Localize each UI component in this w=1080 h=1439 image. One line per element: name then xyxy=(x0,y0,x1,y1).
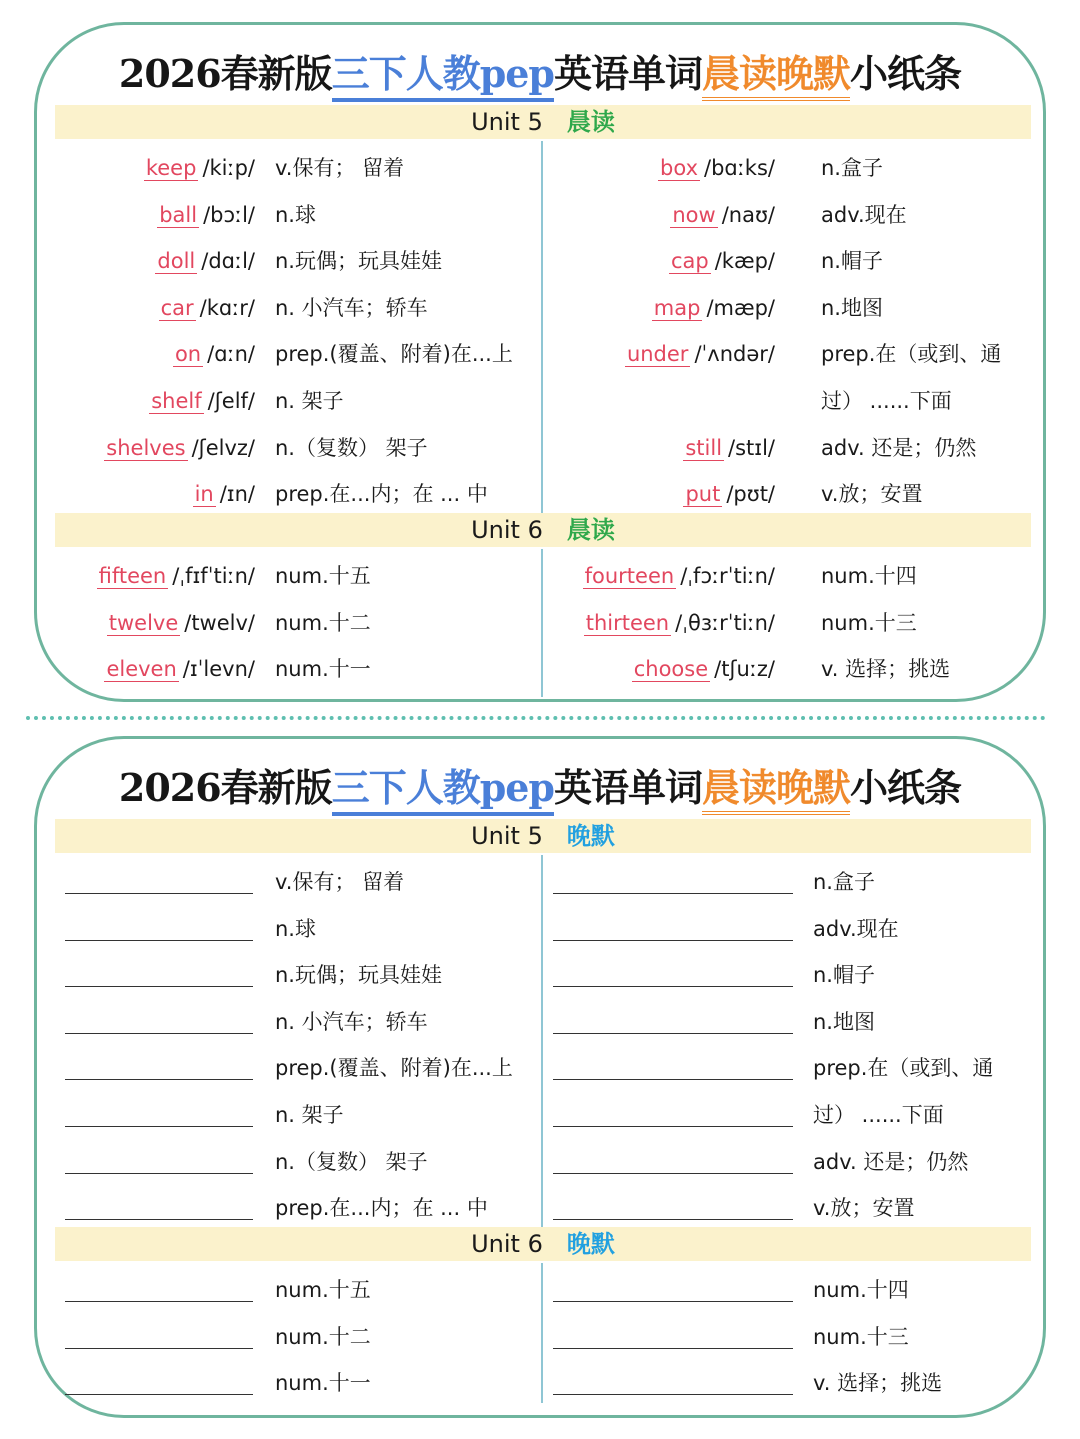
phonetic: /kɑːr/ xyxy=(199,295,255,320)
phonetic: /naʊ/ xyxy=(721,202,775,227)
title-subject: 英语单词 xyxy=(554,51,703,96)
vocab-row xyxy=(545,646,1025,692)
answer-blank[interactable] xyxy=(65,1301,253,1302)
chinese-meaning: v.保有； 留着 xyxy=(275,156,405,180)
english-word: ball xyxy=(159,202,198,227)
evening-dictation-card xyxy=(34,736,1046,1418)
answer-blank[interactable] xyxy=(65,1219,253,1220)
chinese-meaning: n.盒子 xyxy=(821,156,883,180)
english-word: on xyxy=(174,342,202,367)
english-word: eleven xyxy=(106,657,177,682)
dictation-row xyxy=(55,1045,535,1091)
answer-blank[interactable] xyxy=(65,1173,253,1174)
dictation-row xyxy=(55,1360,535,1406)
chinese-meaning: adv. 还是；仍然 xyxy=(813,1149,969,1174)
answer-blank[interactable] xyxy=(553,1394,793,1395)
english-word: map xyxy=(653,295,701,320)
chinese-meaning: prep.在（或到、通 xyxy=(821,342,1002,367)
answer-blank[interactable] xyxy=(65,893,253,894)
word-cell xyxy=(55,238,255,284)
word-cell xyxy=(545,600,775,646)
vocab-row xyxy=(55,378,535,424)
phonetic: /ɪˈlevn/ xyxy=(182,657,255,682)
chinese-meaning: prep.在...内；在 ... 中 xyxy=(275,1196,488,1221)
answer-blank[interactable] xyxy=(553,1079,793,1080)
chinese-meaning: num.十一 xyxy=(275,1371,371,1396)
title-grade: 三下人教pep xyxy=(332,765,554,816)
dictation-row xyxy=(545,999,1025,1045)
answer-blank[interactable] xyxy=(65,1126,253,1127)
phonetic: /pʊt/ xyxy=(726,482,775,507)
dictation-row xyxy=(545,906,1025,952)
unit6-header xyxy=(55,1227,1031,1261)
dictation-row xyxy=(545,1045,1025,1091)
sheet-title xyxy=(37,757,1043,812)
phonetic: /mæp/ xyxy=(706,295,775,320)
english-word: still xyxy=(685,435,723,460)
column-divider xyxy=(541,549,543,697)
word-cell xyxy=(55,646,255,692)
vocab-row xyxy=(545,285,1025,331)
vocab-row xyxy=(55,646,535,692)
chinese-meaning: n.地图 xyxy=(821,295,883,320)
answer-blank[interactable] xyxy=(553,1126,793,1127)
dictation-row xyxy=(55,1314,535,1360)
word-cell xyxy=(545,646,775,692)
answer-blank[interactable] xyxy=(65,1033,253,1034)
title-grade: 三下人教pep xyxy=(332,51,554,102)
answer-blank[interactable] xyxy=(553,940,793,941)
vocab-row xyxy=(55,553,535,599)
chinese-meaning: v.保有； 留着 xyxy=(275,870,405,894)
dictation-row xyxy=(545,1139,1025,1185)
chinese-meaning: 过） ......下面 xyxy=(821,389,952,413)
chinese-meaning: n. 小汽车；轿车 xyxy=(275,1009,428,1034)
unit-tag: 晨读 xyxy=(566,516,615,544)
chinese-meaning: n.玩偶；玩具娃娃 xyxy=(275,963,442,988)
word-cell xyxy=(545,285,775,331)
vocab-row xyxy=(545,238,1025,284)
dictation-row xyxy=(545,1267,1025,1313)
vocab-row xyxy=(55,600,535,646)
phonetic: /ʃelvz/ xyxy=(191,435,255,460)
phonetic: /ˌθɜːrˈtiːn/ xyxy=(675,610,775,635)
dictation-row xyxy=(545,1314,1025,1360)
chinese-meaning: n.地图 xyxy=(813,1009,875,1034)
phonetic: /kæp/ xyxy=(714,249,775,274)
phonetic: /ˌfɪfˈtiːn/ xyxy=(172,564,255,588)
chinese-meaning: prep.在...内；在 ... 中 xyxy=(275,482,488,507)
title-mode: 晨读晚默 xyxy=(702,765,850,815)
vocab-row xyxy=(55,331,535,377)
unit5-header xyxy=(55,819,1031,853)
english-word: choose xyxy=(633,657,709,682)
phonetic: /stɪl/ xyxy=(728,435,775,460)
unit-tag: 晚默 xyxy=(566,1230,615,1258)
chinese-meaning: num.十二 xyxy=(275,610,371,635)
dictation-row xyxy=(545,1360,1025,1406)
word-cell xyxy=(545,145,775,191)
vocab-row xyxy=(55,285,535,331)
vocab-row xyxy=(55,238,535,284)
column-divider xyxy=(541,1263,543,1403)
phonetic: /ɪn/ xyxy=(219,482,255,507)
dictation-row xyxy=(545,1092,1025,1138)
phonetic: /ɑːn/ xyxy=(207,342,255,367)
phonetic: /bɑːks/ xyxy=(704,156,775,180)
chinese-meaning: n. 架子 xyxy=(275,389,344,413)
chinese-meaning: 过） ......下面 xyxy=(813,1103,944,1127)
answer-blank[interactable] xyxy=(65,1079,253,1080)
dictation-row xyxy=(55,1092,535,1138)
english-word: shelves xyxy=(106,435,186,460)
chinese-meaning: n.（复数） 架子 xyxy=(275,435,428,460)
english-word: car xyxy=(160,295,194,320)
word-cell xyxy=(55,331,255,377)
word-cell xyxy=(55,378,255,424)
title-suffix: 小纸条 xyxy=(850,765,962,810)
unit-label: Unit 6 xyxy=(471,1230,543,1258)
dictation-row xyxy=(55,906,535,952)
vocab-row xyxy=(55,145,535,191)
answer-blank[interactable] xyxy=(553,1301,793,1302)
english-word: in xyxy=(194,482,214,507)
chinese-meaning: n.帽子 xyxy=(813,963,875,988)
word-cell xyxy=(55,285,255,331)
english-word: now xyxy=(672,202,716,227)
english-word: fifteen xyxy=(98,564,167,588)
phonetic: /ˈʌndər/ xyxy=(694,342,775,367)
chinese-meaning: v. 选择；挑选 xyxy=(821,657,951,682)
chinese-meaning: adv.现在 xyxy=(813,916,899,941)
chinese-meaning: n.球 xyxy=(275,916,316,941)
phonetic: /ˌfɔːrˈtiːn/ xyxy=(680,564,775,588)
unit-tag: 晨读 xyxy=(566,108,615,136)
answer-blank[interactable] xyxy=(553,1173,793,1174)
chinese-meaning: n.（复数） 架子 xyxy=(275,1149,428,1174)
dictation-row xyxy=(55,952,535,998)
phonetic: /ʃelf/ xyxy=(207,389,255,413)
unit5-header xyxy=(55,105,1031,139)
phonetic: /bɔːl/ xyxy=(203,202,255,227)
vocab-row xyxy=(55,425,535,471)
chinese-meaning: num.十四 xyxy=(813,1278,909,1302)
phonetic: /kiːp/ xyxy=(202,156,255,180)
chinese-meaning: n. 架子 xyxy=(275,1103,344,1127)
chinese-meaning: num.十五 xyxy=(275,1278,371,1302)
chinese-meaning: num.十一 xyxy=(275,657,371,682)
word-cell xyxy=(55,553,255,599)
word-cell xyxy=(545,471,775,517)
word-cell xyxy=(545,238,775,284)
dictation-row xyxy=(545,859,1025,905)
english-word: under xyxy=(626,342,689,367)
unit-tag: 晚默 xyxy=(566,822,615,850)
vocab-row xyxy=(545,553,1025,599)
chinese-meaning: v. 选择；挑选 xyxy=(813,1371,943,1396)
answer-blank[interactable] xyxy=(553,1348,793,1349)
title-year: 2026春新版 xyxy=(118,765,332,810)
phonetic: /dɑːl/ xyxy=(201,249,255,274)
word-cell xyxy=(55,471,255,517)
title-subject: 英语单词 xyxy=(554,765,703,810)
unit-label: Unit 6 xyxy=(471,516,543,544)
answer-blank[interactable] xyxy=(65,1394,253,1395)
answer-blank[interactable] xyxy=(553,893,793,894)
dictation-row xyxy=(55,1267,535,1313)
english-word: keep xyxy=(145,156,197,180)
answer-blank[interactable] xyxy=(65,986,253,987)
vocab-row xyxy=(55,471,535,517)
chinese-meaning: prep.在（或到、通 xyxy=(813,1056,994,1081)
vocab-row xyxy=(545,471,1025,517)
title-mode: 晨读晚默 xyxy=(702,51,850,101)
cut-line xyxy=(26,716,1046,720)
vocab-row xyxy=(545,600,1025,646)
answer-blank[interactable] xyxy=(553,1219,793,1220)
dictation-row xyxy=(545,952,1025,998)
dictation-row xyxy=(55,1185,535,1231)
unit-label: Unit 5 xyxy=(471,108,543,136)
title-suffix: 小纸条 xyxy=(850,51,962,96)
chinese-meaning: n.盒子 xyxy=(813,870,875,894)
word-cell xyxy=(545,425,775,471)
english-word: put xyxy=(685,482,721,507)
english-word: doll xyxy=(157,249,196,274)
chinese-meaning: num.十二 xyxy=(275,1324,371,1349)
word-cell xyxy=(55,192,255,238)
chinese-meaning: adv.现在 xyxy=(821,202,907,227)
word-cell xyxy=(55,425,255,471)
chinese-meaning: num.十三 xyxy=(821,610,917,635)
morning-reading-card xyxy=(34,22,1046,702)
column-divider xyxy=(541,141,543,513)
word-cell xyxy=(545,192,775,238)
english-word: shelf xyxy=(151,389,202,413)
chinese-meaning: prep.(覆盖、附着)在...上 xyxy=(275,1056,513,1081)
english-word: box xyxy=(660,156,698,180)
english-word: fourteen xyxy=(584,564,675,588)
vocab-row xyxy=(545,331,1025,377)
vocab-row xyxy=(545,192,1025,238)
english-word: twelve xyxy=(108,610,179,635)
dictation-row xyxy=(55,859,535,905)
chinese-meaning: v.放；安置 xyxy=(813,1196,915,1221)
dictation-row xyxy=(55,999,535,1045)
column-divider xyxy=(541,855,543,1227)
answer-blank[interactable] xyxy=(65,940,253,941)
phonetic: /twelv/ xyxy=(184,610,255,635)
sheet-title xyxy=(37,43,1043,98)
answer-blank[interactable] xyxy=(553,1033,793,1034)
chinese-meaning: n.球 xyxy=(275,202,316,227)
answer-blank[interactable] xyxy=(65,1348,253,1349)
dictation-row xyxy=(55,1139,535,1185)
vocab-row xyxy=(55,192,535,238)
unit-label: Unit 5 xyxy=(471,822,543,850)
chinese-meaning: n. 小汽车；轿车 xyxy=(275,295,428,320)
word-cell xyxy=(545,331,775,377)
vocab-row xyxy=(545,378,1025,424)
chinese-meaning: num.十四 xyxy=(821,564,917,588)
chinese-meaning: adv. 还是；仍然 xyxy=(821,435,977,460)
chinese-meaning: n.玩偶；玩具娃娃 xyxy=(275,249,442,274)
dictation-row xyxy=(545,1185,1025,1231)
chinese-meaning: num.十三 xyxy=(813,1324,909,1349)
answer-blank[interactable] xyxy=(553,986,793,987)
chinese-meaning: v.放；安置 xyxy=(821,482,923,507)
word-cell xyxy=(55,600,255,646)
word-cell xyxy=(55,145,255,191)
chinese-meaning: n.帽子 xyxy=(821,249,883,274)
chinese-meaning: num.十五 xyxy=(275,564,371,588)
title-year: 2026春新版 xyxy=(118,51,332,96)
phonetic: /tʃuːz/ xyxy=(714,657,775,682)
english-word: cap xyxy=(670,249,709,274)
chinese-meaning: prep.(覆盖、附着)在...上 xyxy=(275,342,513,367)
english-word: thirteen xyxy=(585,610,670,635)
vocab-row xyxy=(545,425,1025,471)
word-cell xyxy=(545,553,775,599)
unit6-header xyxy=(55,513,1031,547)
vocab-row xyxy=(545,145,1025,191)
